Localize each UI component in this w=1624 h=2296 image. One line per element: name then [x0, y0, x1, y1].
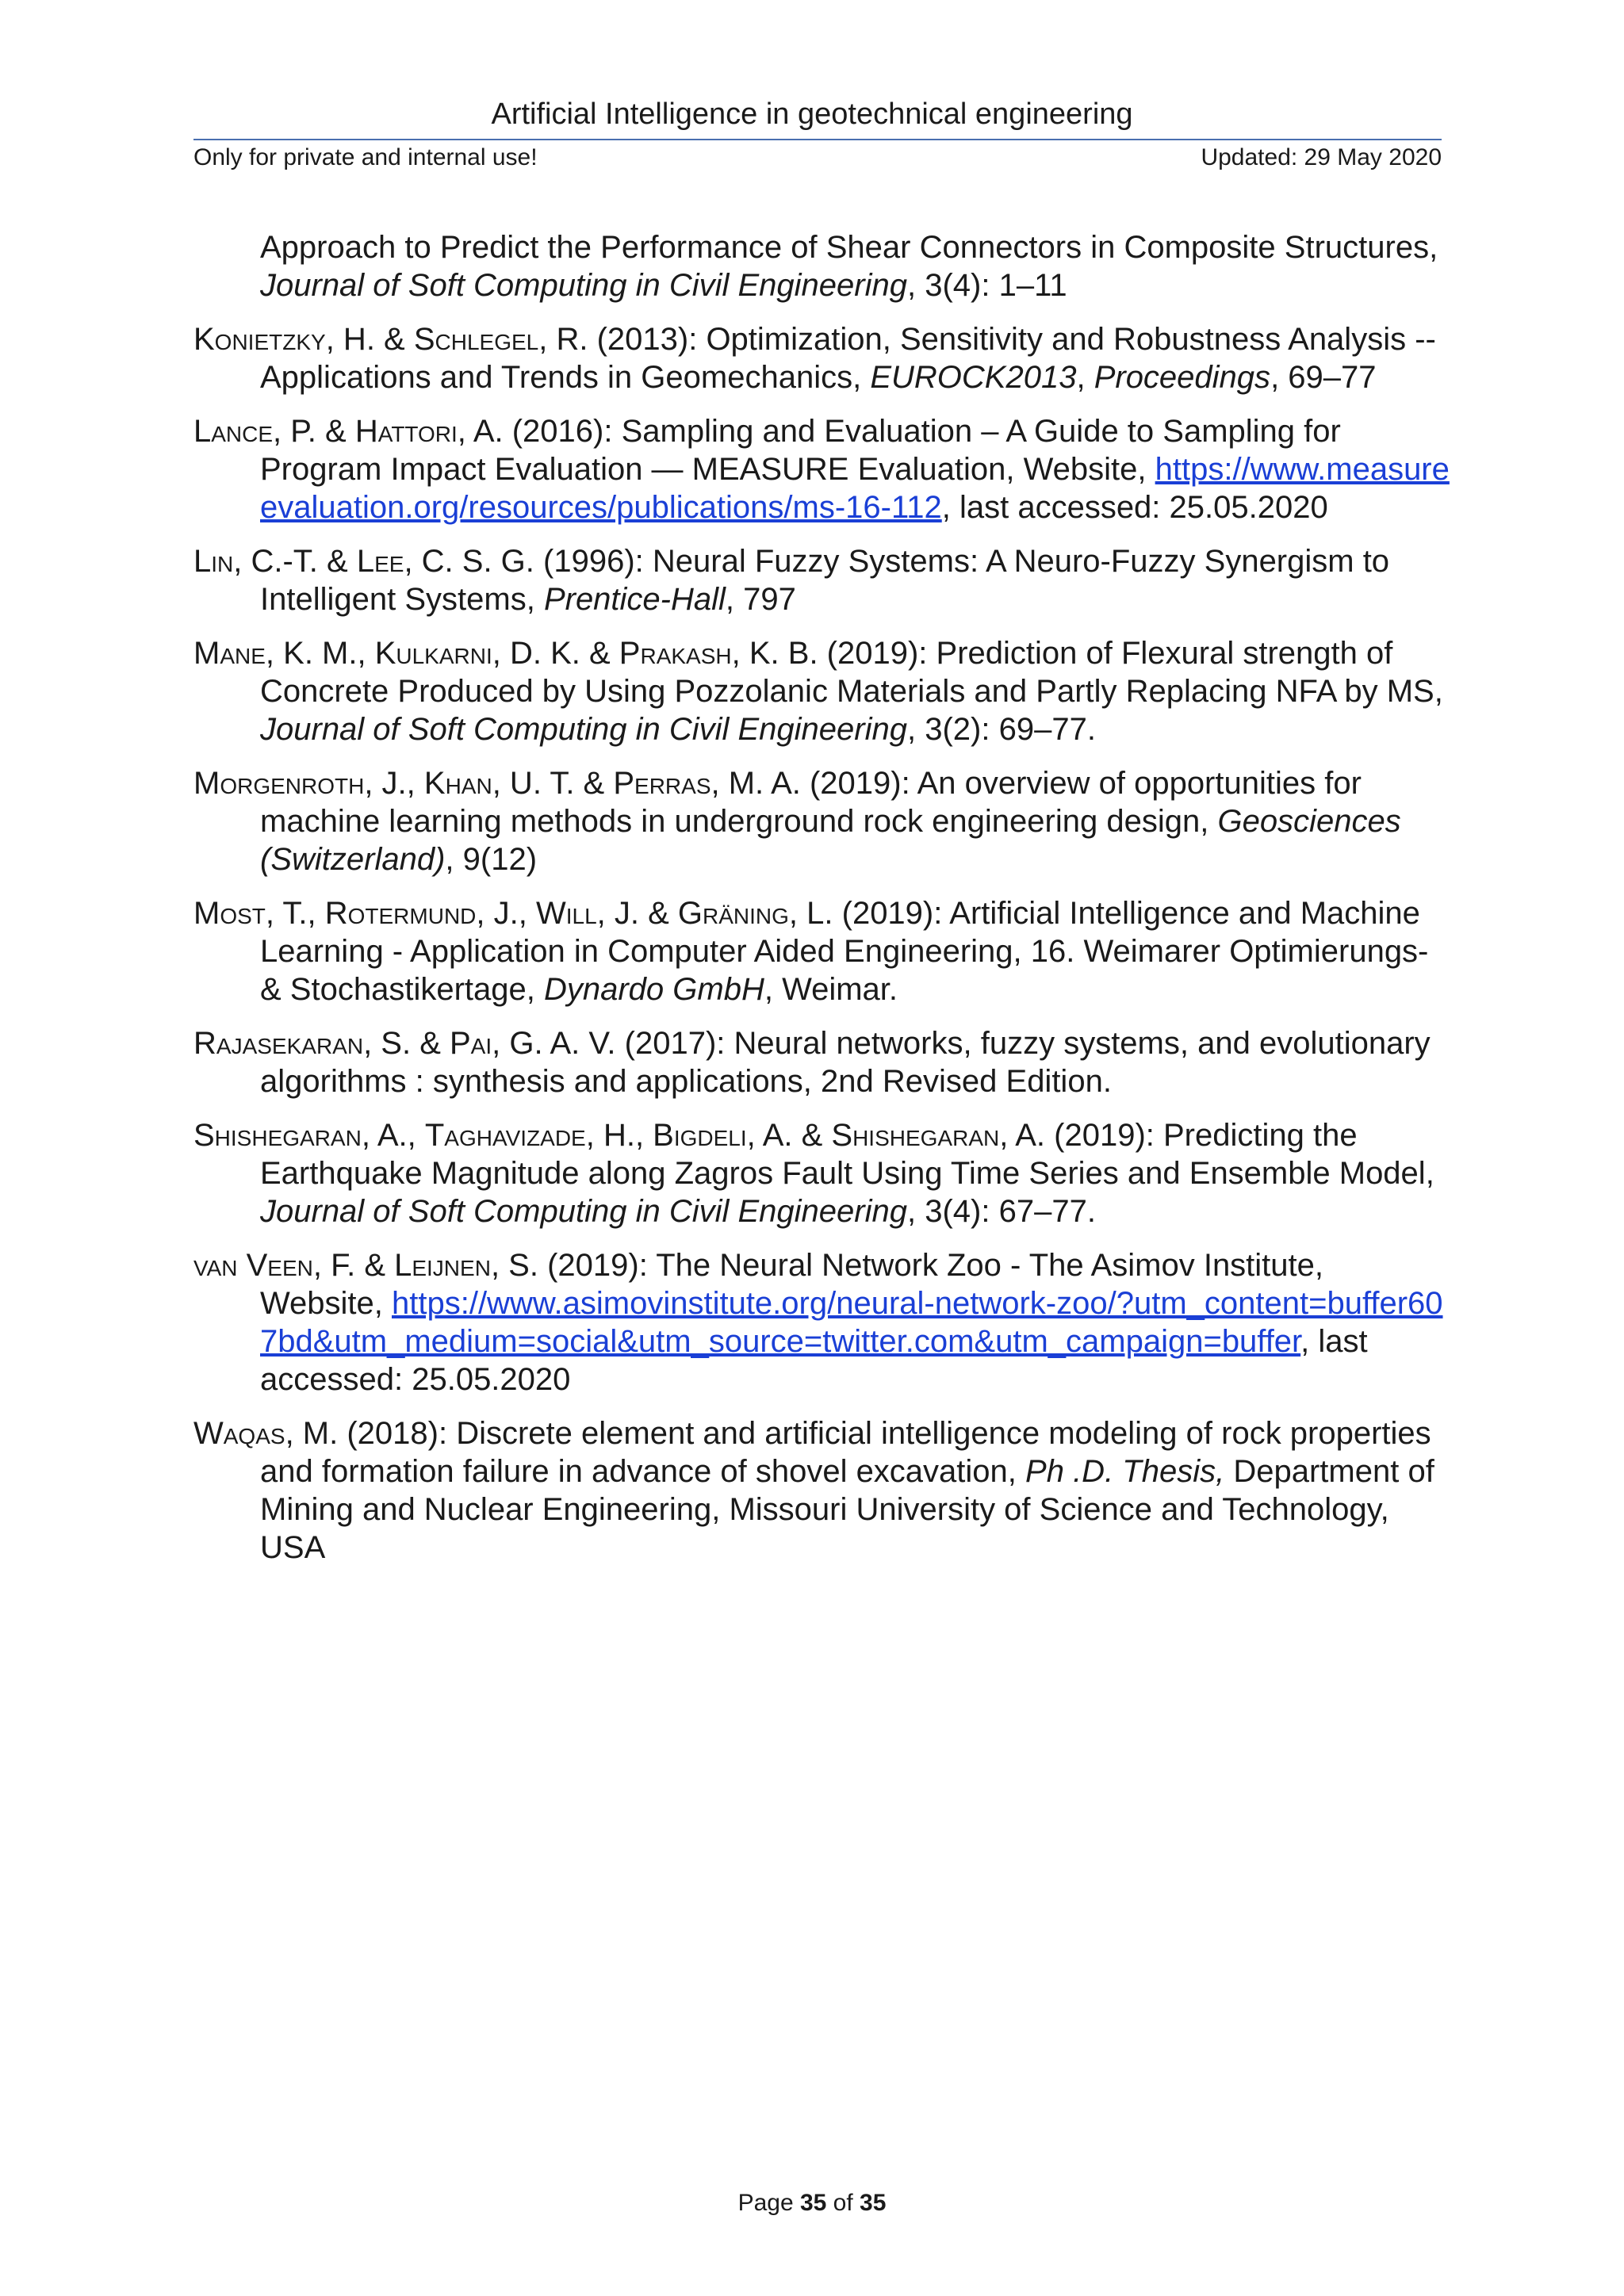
reference-entry	[193, 634, 1450, 748]
reference-text: , D. K. &	[492, 636, 619, 671]
reference-entry	[193, 894, 1450, 1008]
reference-text: , J.,	[364, 766, 424, 801]
reference-author: Kulkarni	[374, 636, 492, 671]
current-page-number: 35	[799, 2190, 827, 2216]
reference-author: Konietzky	[193, 322, 326, 357]
reference-author: Hattori	[354, 414, 458, 449]
reference-tail: , last accessed: 25.05.2020	[260, 1324, 1368, 1397]
running-header-title: Artificial Intelligence in geotechnical engineering	[491, 98, 1133, 131]
reference-text: , L. (2019): Artificial Intelligence and Machine Learning - Application in Computer Aided Engineering, 16. Weimarer Optimierungs- & Stochastikertage,	[260, 896, 1429, 1007]
reference-text: , T.,	[265, 896, 325, 931]
page-number-footer	[0, 2188, 1624, 2218]
reference-author: Will	[535, 896, 597, 931]
reference-entry	[193, 1414, 1450, 1567]
footer-text: Page	[737, 2190, 800, 2216]
reference-text: ,	[1076, 360, 1094, 395]
reference-text: , H.,	[585, 1118, 653, 1153]
reference-journal: Journal of Soft Computing in Civil Engineering	[260, 1194, 907, 1229]
reference-text: , F. &	[312, 1248, 395, 1283]
reference-journal: Proceedings	[1094, 360, 1271, 395]
reference-author: Mane	[193, 636, 266, 671]
reference-text: , R. (2013): Optimization, Sensitivity and Robustness Analysis -- Applications and Trends in Geomechanics,	[260, 322, 1436, 395]
reference-entry	[193, 764, 1450, 878]
reference-author: Lance	[193, 414, 274, 449]
reference-entry	[193, 1024, 1450, 1100]
reference-link[interactable]: https://www.measureevaluation.org/resources/publications/ms-16-112	[260, 452, 1450, 525]
reference-journal: EUROCK2013	[870, 360, 1077, 395]
reference-text: , H. &	[325, 322, 414, 357]
reference-text: , S. (2019): The Neural Network Zoo - The Asimov Institute, Website,	[260, 1248, 1324, 1321]
reference-text: , K. M.,	[265, 636, 375, 671]
reference-text: Approach to Predict the Performance of Shear Connectors in Composite Structures,	[260, 230, 1438, 265]
reference-author: Taghavizade	[424, 1118, 586, 1153]
reference-text: , S. &	[363, 1026, 450, 1061]
reference-text: , P. &	[273, 414, 355, 449]
reference-tail: , 69–77	[1270, 360, 1377, 395]
reference-journal: Prentice-Hall	[543, 582, 726, 617]
reference-author: Prakash	[619, 636, 732, 671]
reference-entry	[193, 412, 1450, 526]
reference-author: Lin	[193, 544, 234, 579]
reference-author: Rotermund	[324, 896, 477, 931]
reference-text: , C. S. G. (1996): Neural Fuzzy Systems: A Neuro-Fuzzy Synergism to Intelligent Systems,	[260, 544, 1390, 617]
reference-author: Gräning	[677, 896, 789, 931]
reference-text: , J. &	[596, 896, 678, 931]
reference-author: Perras	[613, 766, 711, 801]
reference-entry	[193, 1116, 1450, 1230]
reference-author: Pai	[450, 1026, 492, 1061]
reference-tail: , 3(2): 69–77.	[907, 712, 1096, 747]
reference-journal: Dynardo GmbH	[543, 972, 764, 1007]
reference-entry	[193, 228, 1450, 304]
header-left-note: Only for private and internal use!	[193, 144, 538, 170]
reference-text: , M. A. (2019): An overview of opportunities for machine learning methods in underground rock engineering design,	[260, 766, 1362, 839]
reference-text: , A. (2016): Sampling and Evaluation – A Guide to Sampling for Program Impact Evaluation — MEASURE Evaluation, Website,	[260, 414, 1341, 487]
reference-text: , G. A. V. (2017): Neural networks, fuzzy systems, and evolutionary algorithms : synthesis and applications, 2nd Revised Edition.	[260, 1026, 1431, 1099]
reference-tail: Department of Mining and Nuclear Engineering, Missouri University of Science and Technology, USA	[260, 1454, 1434, 1565]
reference-text: , K. B. (2019): Prediction of Flexural strength of Concrete Produced by Using Pozzolanic Materials and Partly Replacing NFA by MS,	[260, 636, 1443, 709]
reference-author: Bigdeli	[653, 1118, 747, 1153]
reference-author: Lee	[356, 544, 404, 579]
reference-author: Shishegaran	[831, 1118, 1000, 1153]
reference-author: Rajasekaran	[193, 1026, 364, 1061]
reference-author: Most	[193, 896, 266, 931]
reference-journal: Journal of Soft Computing in Civil Engineering	[260, 712, 907, 747]
reference-list	[193, 228, 1450, 1582]
reference-text: , A. (2019): Predicting the Earthquake Magnitude along Zagros Fault Using Time Series and Ensemble Model,	[260, 1118, 1434, 1191]
reference-author: Khan	[423, 766, 492, 801]
total-page-count: 35	[860, 2190, 887, 2216]
reference-tail: , 3(4): 67–77.	[907, 1194, 1096, 1229]
reference-link[interactable]: https://www.asimovinstitute.org/neural-network-zoo/?utm_content=buffer607bd&utm_medium=social&utm_source=twitter.com&utm_campaign=buffer	[260, 1286, 1443, 1359]
header-updated-date: Updated: 29 May 2020	[1201, 144, 1442, 170]
reference-tail: , Weimar.	[764, 972, 898, 1007]
reference-entry	[193, 1246, 1450, 1399]
reference-tail: , 797	[725, 582, 796, 617]
reference-author: Waqas	[193, 1416, 285, 1451]
reference-journal: Ph .D. Thesis,	[1025, 1454, 1225, 1489]
reference-text: , C.-T. &	[233, 544, 357, 579]
reference-text: , M. (2018): Discrete element and artificial intelligence modeling of rock properties and formation failure in advance of shovel excavation,	[260, 1416, 1431, 1489]
reference-tail: , last accessed: 25.05.2020	[941, 490, 1328, 525]
reference-author: Morgenroth	[193, 766, 365, 801]
reference-text: , U. T. &	[492, 766, 614, 801]
reference-author: Schlegel	[413, 322, 539, 357]
header-rule	[193, 139, 1442, 140]
footer-text: of	[826, 2190, 860, 2216]
reference-journal: Journal of Soft Computing in Civil Engineering	[260, 268, 907, 303]
reference-journal: Geosciences (Switzerland)	[260, 804, 1401, 877]
reference-author: Shishegaran	[193, 1118, 362, 1153]
reference-author: Leijnen	[394, 1248, 491, 1283]
reference-text: , J.,	[476, 896, 536, 931]
reference-tail: , 3(4): 1–11	[907, 268, 1067, 303]
reference-tail: , 9(12)	[445, 842, 538, 877]
reference-entry	[193, 320, 1450, 396]
reference-author: van Veen	[193, 1248, 313, 1283]
reference-text: , A.,	[361, 1118, 425, 1153]
reference-text: , A. &	[746, 1118, 832, 1153]
reference-entry	[193, 542, 1450, 618]
